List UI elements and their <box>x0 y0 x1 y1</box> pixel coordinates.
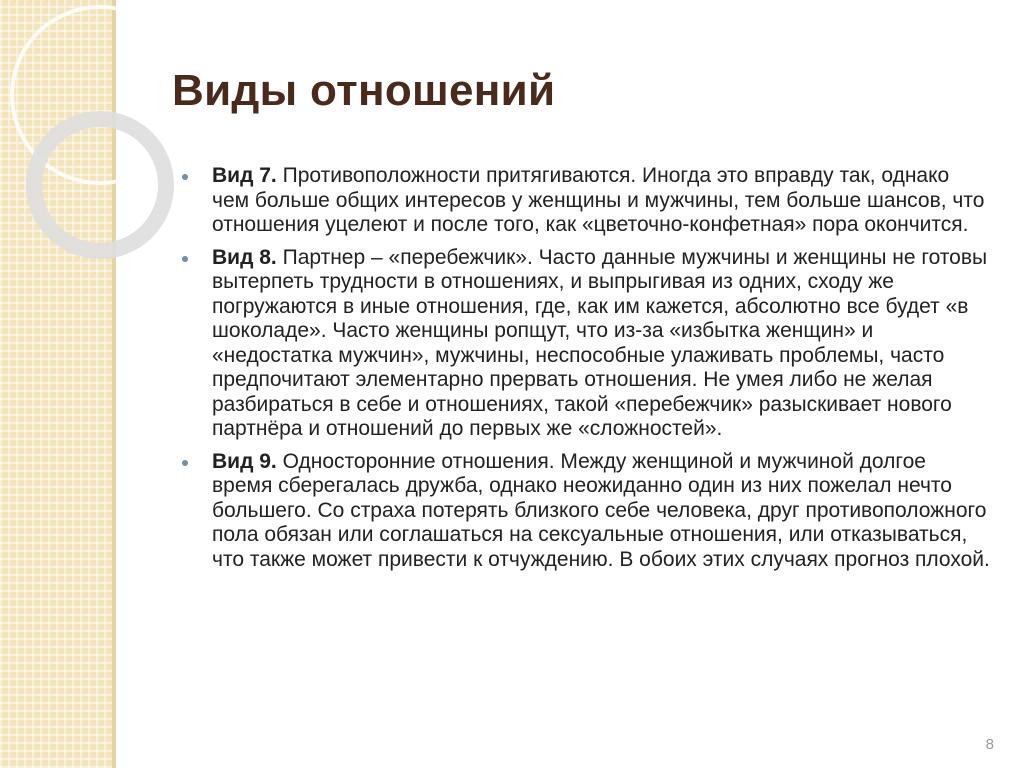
list-item <box>178 450 990 573</box>
item-lead: Вид 7. <box>212 164 277 187</box>
bullet-list <box>178 164 990 580</box>
slide-title: Виды отношений <box>172 66 556 115</box>
bullet-icon <box>182 174 188 180</box>
item-lead: Вид 8. <box>212 245 277 269</box>
bullet-icon <box>182 460 188 466</box>
item-text: Односторонние отношения. Между женщиной и мужчиной долгое время сберегалась дружба, однако неожиданно один из них пожелал нечто большего. Со страха потерять близкого себе человека, друг противоположного пола обязан или соглашаться на сексуальные отношения, или отказываться, что также может привести к отчуждению. В обоих этих случаях прогноз плохой. <box>212 449 990 571</box>
item-text: Партнер – «перебежчик». Часто данные мужчины и женщины не готовы вытерпеть трудности в отношениях, и выпрыгивая из одних, сходу же погружаются в иные отношения, где, как им кажется, абсолютно все будет «в шоколаде». Часто женщины ропщут, что из-за «избытка женщин» и «недостатка мужчин», мужчины, неспособные улаживать проблемы, часто предпочитают элементарно прервать отношения. Не умея либо не желая разбираться в себе и отношениях, такой «перебежчик» разыскивает нового партнёра и отношений до первых же «сложностей». <box>212 245 988 440</box>
item-text: Противоположности притягиваются. Иногда это вправду так, однако чем больше общих интересов у женщины и мужчины, тем больше шансов, что отношения уцелеют и после того, как «цветочно-конфетная» пора окончится. <box>212 164 985 236</box>
item-lead: Вид 9. <box>212 449 277 473</box>
list-item <box>178 246 990 442</box>
decorative-rings <box>0 0 170 300</box>
bullet-icon <box>182 256 188 262</box>
slide-number: 8 <box>985 736 994 753</box>
list-item <box>178 164 990 238</box>
